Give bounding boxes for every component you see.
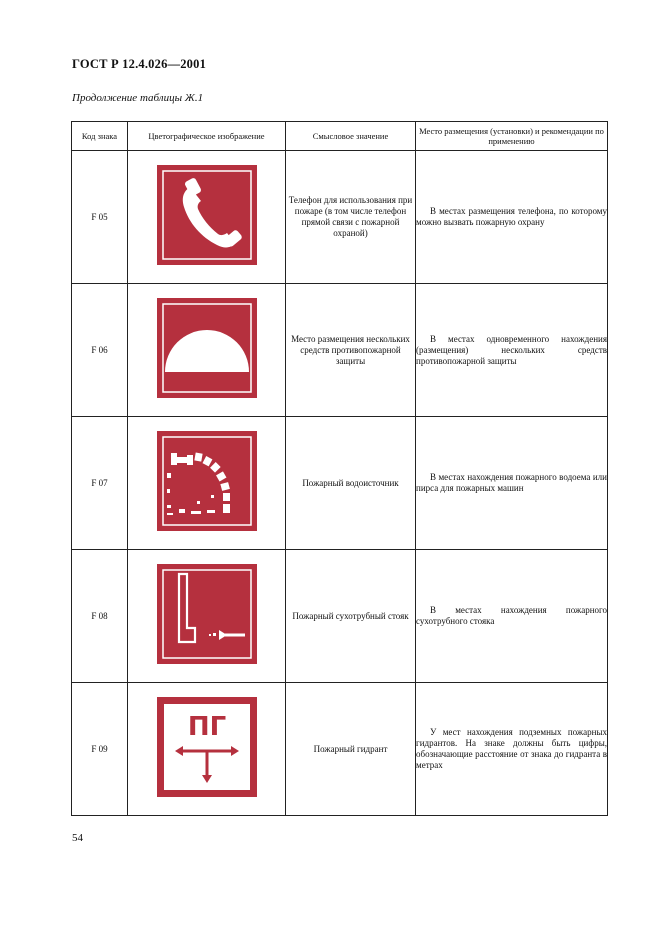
document-header: ГОСТ Р 12.4.026—2001 [72,57,207,71]
table-row [72,151,608,284]
table-row [72,417,608,550]
sign-placement: В местах нахождения пожарного водоема или пирса для пожарных машин [416,472,607,493]
dry-riser-sign-icon [157,564,257,664]
sign-code: F 07 [72,417,128,550]
sign-placement: В местах нахождения пожарного сухотрубного стояка [416,605,607,626]
column-header-code: Код знака [72,122,128,151]
sign-placement: В местах одновременного нахождения (размещения) нескольких средств противопожарной защиты [416,333,607,366]
fire-hydrant-sign-icon [157,697,257,797]
sign-code: F 09 [72,683,128,816]
sign-meaning: Пожарный гидрант [286,683,416,816]
sign-meaning: Пожарный водоисточник [286,417,416,550]
sign-code: F 05 [72,151,128,284]
sign-meaning: Телефон для использования при пожаре (в том числе телефон прямой связи с пожарной охраной) [286,151,416,284]
sign-meaning: Место размещения нескольких средств противопожарной защиты [286,284,416,417]
sign-code: F 08 [72,550,128,683]
table-row [72,550,608,683]
table-row [72,284,608,417]
sign-code: F 06 [72,284,128,417]
signs-table [71,121,608,816]
sign-placement: У мест нахождения подземных пожарных гидрантов. На знаке должны быть цифры, обозначающие расстояние от знака до гидранта в метрах [416,727,607,770]
table-continuation-caption: Продолжение таблицы Ж.1 [72,92,204,104]
table-row [72,683,608,816]
page-number: 54 [72,832,83,844]
telephone-sign-icon [157,165,257,265]
column-header-image: Цветографическое изображение [128,122,286,151]
table-header-row [72,122,608,151]
fire-water-source-sign-icon [157,431,257,531]
column-header-meaning: Смысловое значение [286,122,416,151]
sign-meaning: Пожарный сухотрубный стояк [286,550,416,683]
column-header-placement: Место размещения (установки) и рекомендации по применению [416,122,608,151]
sign-text: ПГ [187,711,226,742]
sign-placement: В местах размещения телефона, по которому можно вызвать пожарную охрану [416,206,607,227]
fire-equipment-location-sign-icon [157,298,257,398]
